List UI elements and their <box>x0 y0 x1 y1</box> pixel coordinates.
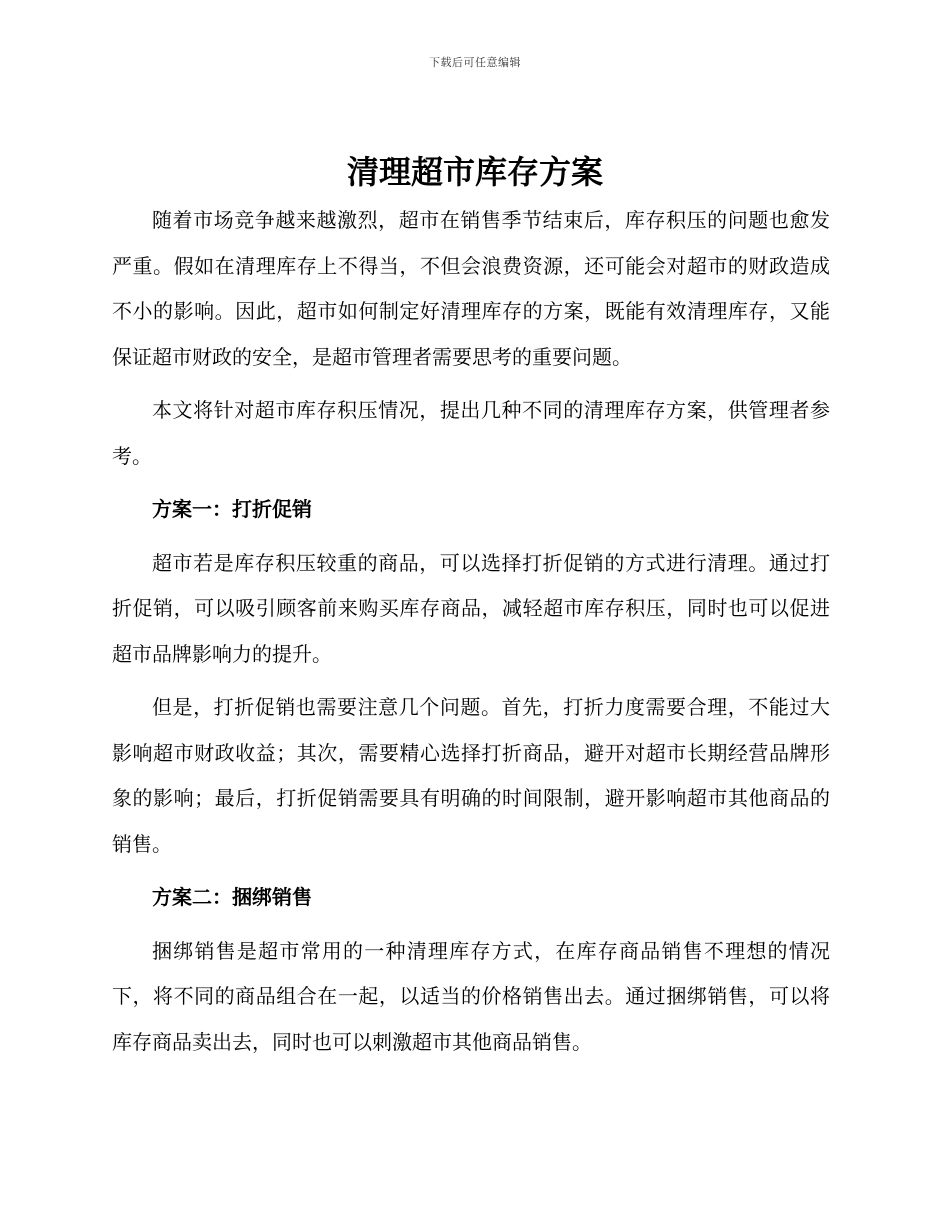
document-body <box>112 198 830 1065</box>
document-title: 清理超市库存方案 <box>346 153 603 191</box>
header-note: 下载后可任意编辑 <box>429 56 521 69</box>
section-1-paragraph-2: 但是，打折促销也需要注意几个问题。首先，打折力度需要合理，不能过大影响超市财政收益；其次，需要精心选择打折商品，避开对超市长期经营品牌形象的影响；最后，打折促销需要具有明确的时间限制，避开影响超市其他商品的销售。 <box>112 695 830 856</box>
section-2-heading: 方案二：捆绑销售 <box>152 885 312 909</box>
section-1-heading: 方案一：打折促销 <box>152 497 312 521</box>
intro-paragraph-2: 本文将针对超市库存积压情况，提出几种不同的清理库存方案，供管理者参考。 <box>112 398 830 468</box>
intro-paragraph-1: 随着市场竞争越来越激烈，超市在销售季节结束后，库存积压的问题也愈发严重。假如在清理库存上不得当，不但会浪费资源，还可能会对超市的财政造成不小的影响。因此，超市如何制定好清理库存的方案，既能有效清理库存，又能保证超市财政的安全，是超市管理者需要思考的重要问题。 <box>112 208 830 369</box>
section-1-paragraph-1: 超市若是库存积压较重的商品，可以选择打折促销的方式进行清理。通过打折促销，可以吸引顾客前来购买库存商品，减轻超市库存积压，同时也可以促进超市品牌影响力的提升。 <box>112 550 830 666</box>
section-2-paragraph-1: 捆绑销售是超市常用的一种清理库存方式，在库存商品销售不理想的情况下，将不同的商品组合在一起，以适当的价格销售出去。通过捆绑销售，可以将库存商品卖出去，同时也可以刺激超市其他商品销售。 <box>112 938 830 1054</box>
